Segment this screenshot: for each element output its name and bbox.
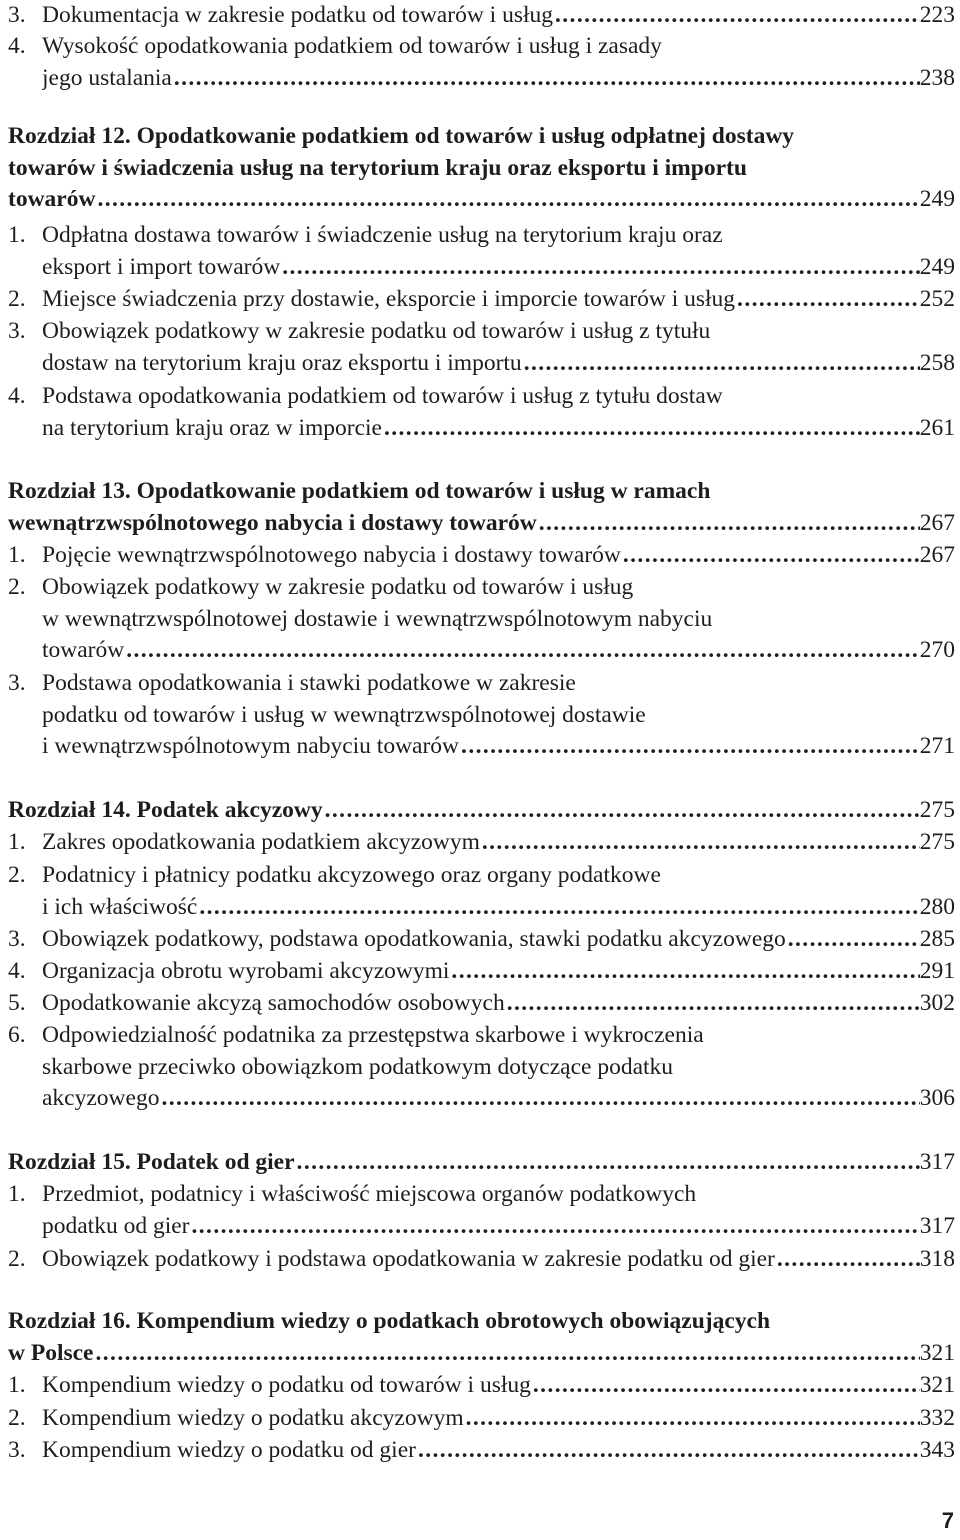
toc-entry-text: [42, 31, 955, 94]
toc-entry-line: skarbowe przeciwko obowiązkom podatkowym dotyczące podatku: [42, 1053, 674, 1080]
toc-entry-line: Kompendium wiedzy o podatku od towarów i usług: [42, 1372, 531, 1398]
toc-entry-line: Przedmiot, podatnicy i właściwość miejscowa organów podatkowych: [42, 1181, 697, 1207]
toc-entry[interactable]: [8, 1179, 955, 1242]
toc-entry[interactable]: [8, 316, 955, 379]
dot-leader: [416, 1435, 920, 1467]
toc-entry[interactable]: [8, 1435, 955, 1467]
toc-entry[interactable]: [8, 1370, 955, 1402]
toc-page-number: 306: [919, 1085, 955, 1111]
toc-page-number: 343: [919, 1437, 955, 1463]
toc-entry-number: 3.: [8, 670, 26, 696]
toc-chapter[interactable]: [8, 476, 955, 539]
toc-entry-line: Miejsce świadczenia przy dostawie, eksporcie i imporcie towarów i usług: [42, 286, 736, 312]
dot-leader: [553, 0, 920, 32]
dot-leader: [464, 1403, 920, 1435]
toc-entry-text: [42, 1403, 955, 1435]
toc-entry-text: [42, 540, 955, 572]
dot-leader: [190, 1211, 920, 1243]
toc-entry-line: akcyzowego: [42, 1085, 160, 1111]
toc-entry-line: w wewnątrzwspólnotowej dostawie i wewnątrzwspólnotowym nabyciu: [42, 605, 713, 632]
dot-leader: [522, 348, 920, 380]
toc-chapter[interactable]: [8, 1306, 955, 1369]
toc-entry-line: Obowiązek podatkowy w zakresie podatku od towarów i usług z tytułu: [42, 318, 711, 344]
toc-page-number: 332: [919, 1405, 955, 1431]
toc-entry[interactable]: [8, 668, 955, 763]
toc-entry-text: [8, 795, 955, 827]
dot-leader: [505, 988, 920, 1020]
toc-entry-number: 6.: [8, 1022, 26, 1048]
toc-entry-text: [42, 827, 955, 859]
toc-entry-line: Rozdział 14. Podatek akcyzowy: [8, 797, 323, 823]
toc-entry-line: podatku od towarów i usług w wewnątrzwspólnotowej dostawie: [42, 701, 646, 728]
toc-entry-text: [42, 924, 955, 956]
toc-page-number: 258: [919, 349, 955, 376]
toc-page-number: 249: [919, 253, 955, 280]
toc-entry-line: i ich właściwość: [42, 893, 198, 920]
dot-leader: [295, 1147, 920, 1179]
toc-entry-line: towarów: [8, 186, 96, 212]
toc-entry-text: [42, 572, 955, 667]
toc-entry-line: Podatnicy i płatnicy podatku akcyzowego oraz organy podatkowe: [42, 862, 661, 888]
toc-entry-number: 2.: [8, 1246, 26, 1272]
toc-page-number: 275: [919, 797, 955, 823]
dot-leader: [382, 413, 920, 445]
toc-entry-number: 2.: [8, 1405, 26, 1431]
toc-entry-number: 4.: [8, 33, 26, 59]
dot-leader: [124, 635, 920, 667]
toc-entry-text: [42, 0, 955, 32]
toc-entry-line: Rozdział 16. Kompendium wiedzy o podatkach obrotowych obowiązujących: [8, 1308, 771, 1334]
dot-leader: [537, 508, 920, 540]
toc-entry-number: 2.: [8, 574, 26, 600]
toc-chapter[interactable]: [8, 1147, 955, 1179]
toc-entry-number: 1.: [8, 542, 26, 568]
toc-entry-line: Zakres opodatkowania podatkiem akcyzowym: [42, 829, 480, 855]
toc-entry[interactable]: [8, 381, 955, 444]
toc-entry-text: [42, 956, 955, 988]
toc-entry-number: 1.: [8, 829, 26, 855]
toc-entry-line: Opodatkowanie akcyzą samochodów osobowych: [42, 990, 505, 1016]
toc-entry-text: [42, 316, 955, 379]
toc-page-number: 318: [919, 1246, 955, 1272]
toc-entry-text: [8, 121, 955, 216]
toc-chapter[interactable]: [8, 795, 955, 827]
dot-leader: [280, 252, 920, 284]
toc-entry-number: 1.: [8, 222, 26, 248]
toc-entry-text: [42, 1370, 955, 1402]
dot-leader: [621, 540, 920, 572]
toc-entry[interactable]: [8, 540, 955, 572]
toc-page-number: 252: [919, 286, 955, 312]
dot-leader: [323, 795, 920, 827]
toc-entry-text: [42, 1179, 955, 1242]
toc-entry-line: jego ustalania: [42, 64, 172, 91]
dot-leader: [449, 956, 919, 988]
toc-page-number: 275: [919, 829, 955, 855]
toc-page-number: 261: [919, 414, 955, 441]
dot-leader: [735, 284, 920, 316]
toc-entry-number: 3.: [8, 318, 26, 344]
toc-entry-line: Odpowiedzialność podatnika za przestępstwa skarbowe i wykroczenia: [42, 1022, 704, 1048]
dot-leader: [531, 1370, 920, 1402]
toc-page-number: 280: [919, 893, 955, 920]
toc-page-number: 285: [919, 926, 955, 952]
toc-entry-text: [8, 1147, 955, 1179]
dot-leader: [786, 924, 920, 956]
toc-entry-number: 4.: [8, 383, 26, 409]
toc-entry-line: eksport i import towarów: [42, 253, 281, 280]
dot-leader: [172, 63, 920, 95]
dot-leader: [480, 827, 920, 859]
dot-leader: [775, 1244, 920, 1276]
toc-chapter[interactable]: [8, 121, 955, 216]
toc-entry[interactable]: [8, 956, 955, 988]
toc-entry-text: [42, 1020, 955, 1115]
toc-entry-line: Odpłatna dostawa towarów i świadczenie usług na terytorium kraju oraz: [42, 222, 723, 248]
toc-entry-number: 3.: [8, 926, 26, 952]
toc-entry[interactable]: [8, 31, 955, 94]
toc-page-number: 267: [919, 509, 955, 536]
dot-leader: [459, 731, 920, 763]
toc-page-number: 270: [919, 637, 955, 663]
toc-entry-line: na terytorium kraju oraz w imporcie: [42, 414, 382, 441]
toc-entry-line: towarów: [42, 637, 125, 663]
toc-entry-line: Rozdział 13. Opodatkowanie podatkiem od towarów i usług w ramach: [8, 478, 711, 504]
toc-entry-text: [42, 860, 955, 923]
toc-entry-line: Organizacja obrotu wyrobami akcyzowymi: [42, 958, 450, 984]
toc-entry-line: Rozdział 15. Podatek od gier: [8, 1149, 295, 1175]
toc-page-number: 267: [919, 542, 955, 568]
toc-page-number: 317: [919, 1212, 955, 1239]
toc-entry-line: Podstawa opodatkowania podatkiem od towarów i usług z tytułu dostaw: [42, 383, 723, 409]
toc-entry-number: 2.: [8, 862, 26, 888]
toc-entry[interactable]: [8, 284, 955, 316]
toc-entry-line: dostaw na terytorium kraju oraz eksportu i importu: [42, 349, 522, 376]
toc-entry-line: Dokumentacja w zakresie podatku od towarów i usług: [42, 2, 553, 28]
toc-entry-number: 4.: [8, 958, 26, 984]
toc-page-number: 271: [919, 733, 955, 759]
toc-entry[interactable]: [8, 1020, 955, 1115]
toc-entry-text: [42, 220, 955, 283]
page-number: 7: [941, 1508, 954, 1533]
toc-entry-line: Podstawa opodatkowania i stawki podatkowe w zakresie: [42, 670, 576, 696]
toc-entry-line: i wewnątrzwspólnotowym nabyciu towarów: [42, 733, 460, 759]
toc-entry-number: 1.: [8, 1181, 26, 1207]
dot-leader: [159, 1083, 919, 1115]
toc-entry-text: [8, 1306, 955, 1369]
toc-entry-text: [42, 1244, 955, 1276]
toc-entry-text: [42, 381, 955, 444]
toc-entry-line: Obowiązek podatkowy w zakresie podatku od towarów i usług: [42, 574, 634, 600]
toc-entry[interactable]: [8, 1244, 955, 1276]
toc-entry-text: [42, 284, 955, 316]
toc-entry-line: Obowiązek podatkowy i podstawa opodatkowania w zakresie podatku od gier: [42, 1246, 775, 1272]
toc-page-number: 249: [919, 186, 955, 212]
toc-entry-line: Kompendium wiedzy o podatku od gier: [42, 1437, 416, 1463]
toc-entry[interactable]: [8, 1403, 955, 1435]
toc-page-number: 321: [919, 1339, 955, 1366]
toc-page-number: 302: [919, 990, 955, 1016]
toc-entry-line: Wysokość opodatkowania podatkiem od towarów i usług i zasady: [42, 33, 662, 59]
toc-page-number: 238: [919, 64, 955, 91]
toc-entry[interactable]: [8, 0, 955, 32]
toc-entry-line: w Polsce: [8, 1339, 94, 1366]
toc-entry-line: Pojęcie wewnątrzwspólnotowego nabycia i dostawy towarów: [42, 542, 621, 568]
toc-entry-text: [42, 668, 955, 763]
toc-entry-number: 3.: [8, 1437, 26, 1463]
toc-entry-line: podatku od gier: [42, 1212, 190, 1239]
toc-entry-text: [42, 988, 955, 1020]
toc-entry[interactable]: [8, 860, 955, 923]
toc-entry-number: 5.: [8, 990, 26, 1016]
toc-page-number: 291: [919, 958, 955, 984]
toc-page-number: 321: [919, 1372, 955, 1398]
toc-page-number: 317: [919, 1149, 955, 1175]
toc-entry-line: Rozdział 12. Opodatkowanie podatkiem od towarów i usług odpłatnej dostawy: [8, 123, 795, 149]
toc-entry-line: towarów i świadczenia usług na terytorium kraju oraz eksportu i importu: [8, 154, 747, 181]
toc-entry[interactable]: [8, 988, 955, 1020]
toc-entry-line: Obowiązek podatkowy, podstawa opodatkowania, stawki podatku akcyzowego: [42, 926, 786, 952]
dot-leader: [94, 1338, 920, 1370]
toc-entry-number: 2.: [8, 286, 26, 312]
toc-entry[interactable]: [8, 572, 955, 667]
dot-leader: [197, 892, 919, 924]
toc-page-number: 223: [919, 2, 955, 28]
toc-entry-line: Kompendium wiedzy o podatku akcyzowym: [42, 1405, 464, 1431]
toc-entry-line: wewnątrzwspólnotowego nabycia i dostawy towarów: [8, 509, 537, 536]
toc-entry-text: [42, 1435, 955, 1467]
toc-entry[interactable]: [8, 924, 955, 956]
toc-entry[interactable]: [8, 220, 955, 283]
dot-leader: [95, 184, 919, 216]
toc-entry-text: [8, 476, 955, 539]
toc-entry[interactable]: [8, 827, 955, 859]
toc-entry-number: 3.: [8, 2, 26, 28]
toc-entry-number: 1.: [8, 1372, 26, 1398]
